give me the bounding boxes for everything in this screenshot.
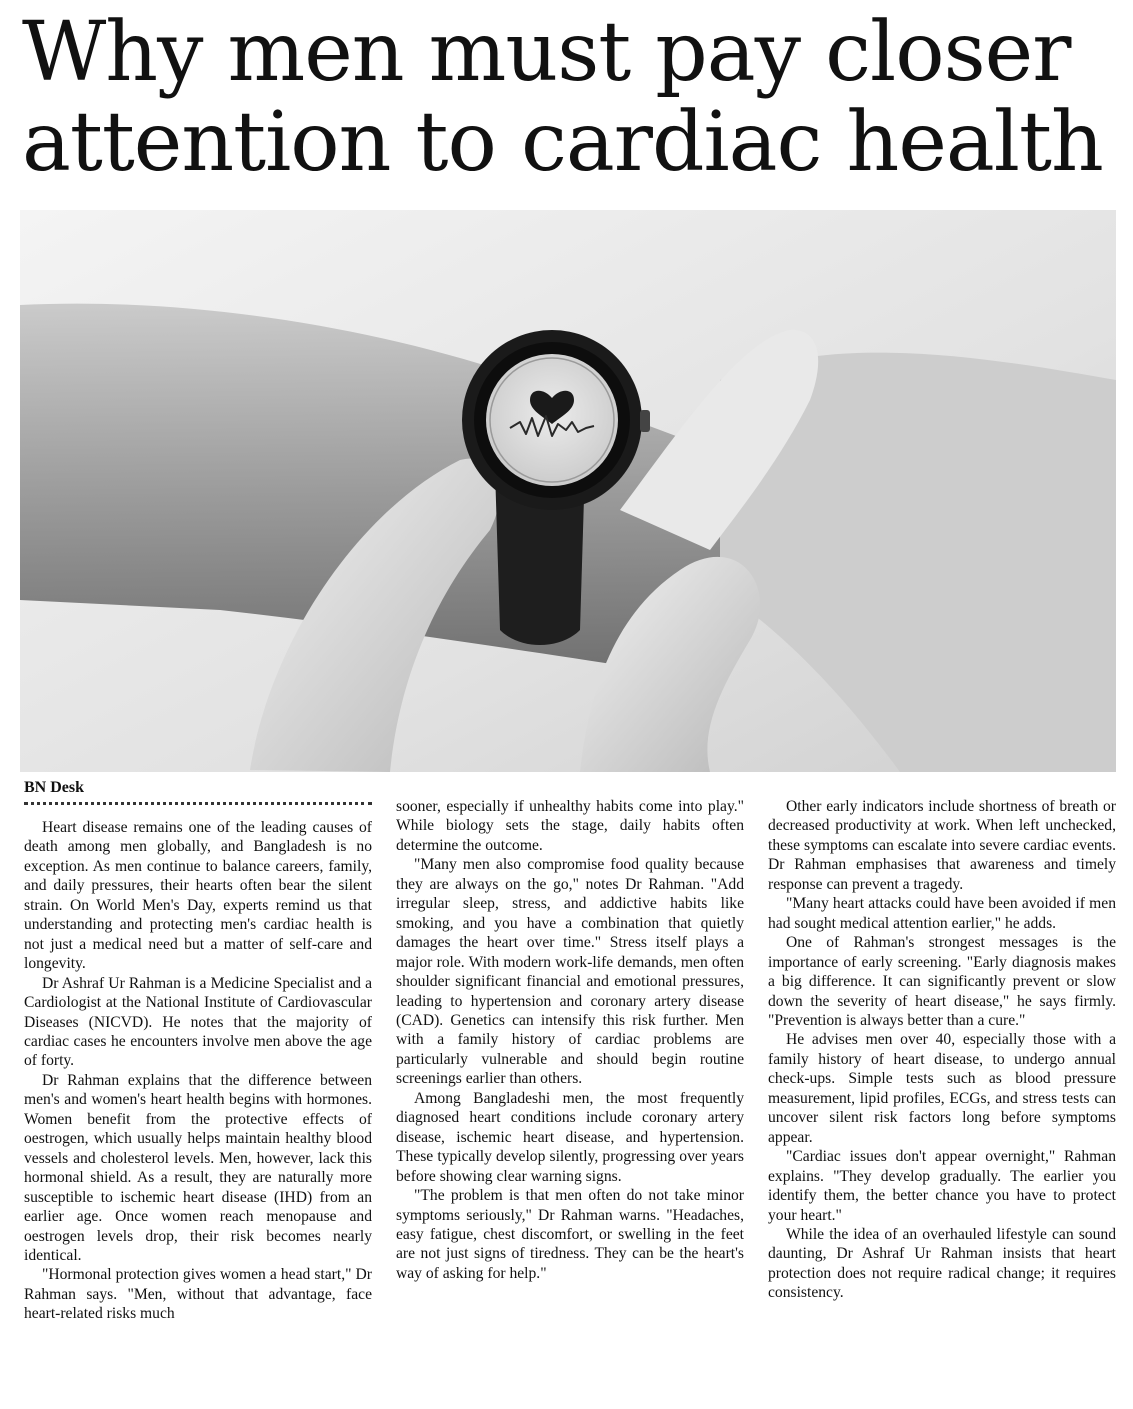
paragraph: Heart disease remains one of the leading causes of death among men globally, and Bangladesh is no exception. As men continue to balance careers, family, and daily pressures, their hearts often bear the silent strain. On World Men's Day, experts remind us that understanding and protecting men's cardiac health is not just a medical need but a matter of self-care and longevity. — [24, 819, 372, 973]
paragraph: "The problem is that men often do not take minor symptoms seriously," Dr Rahman warns. "Headaches, easy fatigue, chest discomfort, or swelling in the feet are not just signs of tiredness. They can be the heart's way of asking for help." — [396, 1187, 744, 1282]
byline: BN Desk — [24, 779, 85, 796]
paragraph: One of Rahman's strongest messages is the importance of early screening. "Early diagnosis makes a big difference. It can significantly prevent or slow down the severity of heart disease," he says firmly. "Prevention is always better than a cure." — [768, 934, 1116, 1029]
paragraph: "Cardiac issues don't appear overnight," Rahman explains. "They develop gradually. The earlier you identify them, the better chance you have to protect your heart." — [768, 1148, 1116, 1224]
article-photo — [20, 210, 1116, 772]
article-column-1 — [24, 818, 372, 1324]
paragraph: Dr Ashraf Ur Rahman is a Medicine Specialist and a Cardiologist at the National Institute of Cardiovascular Diseases (NICVD). He notes that the majority of cardiac cases he encounters involve men above the age of forty. — [24, 974, 372, 1070]
paragraph: He advises men over 40, especially those with a family history of heart disease, to undergo annual check-ups. Simple tests such as blood pressure measurement, lipid profiles, ECGs, and stress tests can uncover silent risk factors long before symptoms appear. — [768, 1031, 1116, 1146]
headline: Why men must pay closer attention to cardiac health — [22, 5, 1103, 190]
article-column-3 — [768, 797, 1116, 1303]
article-column-2 — [396, 797, 744, 1283]
paragraph: While the idea of an overhauled lifestyle can sound daunting, Dr Ashraf Ur Rahman insists that heart protection does not require radical change; it requires consistency. — [768, 1225, 1116, 1302]
paragraph: Dr Rahman explains that the difference between men's and women's heart health begins with hormones. Women benefit from the protective effects of oestrogen, which usually helps maintain healthy blood vessels and cholesterol levels. Men, however, lack this hormonal shield. As a result, they are naturally more susceptible to ischemic heart disease (IHD) from an earlier age. Once women reach menopause and oestrogen levels drop, their risk becomes nearly identical. — [24, 1071, 372, 1264]
paragraph: "Many men also compromise food quality because they are always on the go," notes Dr Rahman. "Add irregular sleep, stress, and addictive habits like smoking, and you have a combination that quietly damages the heart over time." Stress itself plays a major role. With modern work-life demands, men often shoulder significant financial and emotional pressures, leading to hypertension and coronary artery disease (CAD). Genetics can intensify this risk further. Men with a family history of cardiac problems are particularly vulnerable and should begin routine screenings earlier than others. — [396, 856, 744, 1088]
paragraph-continued: sooner, especially if unhealthy habits come into play." While biology sets the stage, daily habits often determine the outcome. — [396, 798, 744, 854]
smartwatch-photo — [20, 210, 1116, 772]
paragraph: "Hormonal protection gives women a head start," Dr Rahman says. "Men, without that advantage, face heart-related risks much — [24, 1266, 372, 1323]
byline-divider — [24, 802, 372, 805]
paragraph: "Many heart attacks could have been avoided if men had sought medical attention earlier," he adds. — [768, 895, 1116, 932]
paragraph: Other early indicators include shortness of breath or decreased productivity at work. When left unchecked, these symptoms can escalate into severe cardiac events. Dr Rahman emphasises that awareness and timely response can prevent a tragedy. — [768, 798, 1116, 893]
paragraph: Among Bangladeshi men, the most frequently diagnosed heart conditions include coronary artery disease, ischemic heart disease, and hypertension. These typically develop silently, progressing over years before showing clear warning signs. — [396, 1089, 744, 1185]
